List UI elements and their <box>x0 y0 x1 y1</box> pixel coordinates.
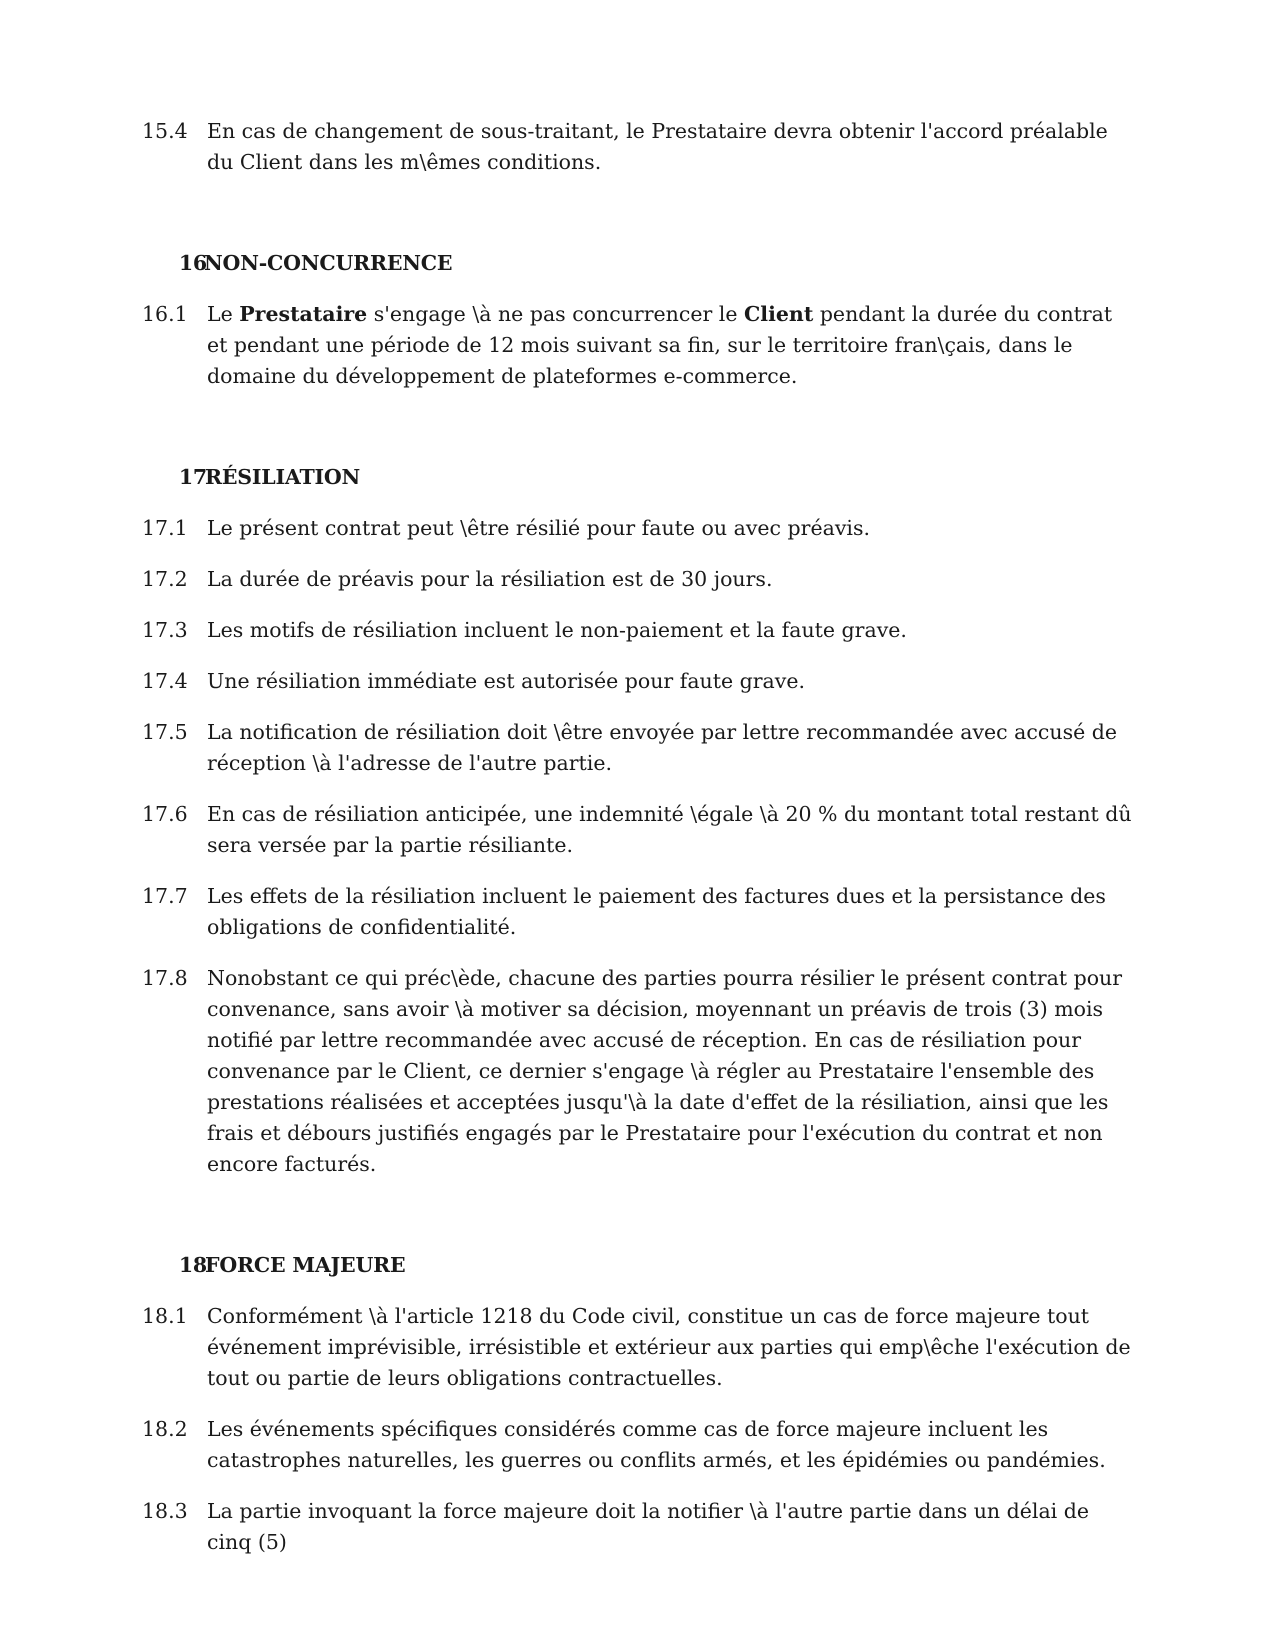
clause-18-1 <box>142 1301 1132 1394</box>
clause-number: 17.6 <box>142 802 188 826</box>
document-body <box>142 116 1132 1578</box>
clause-number: 18.2 <box>142 1417 188 1441</box>
clause-text-part: pendant la durée du contrat et pendant une période de 12 mois suivant sa fin, sur le territoire fran\çais, dans le domaine du développement de plateformes e-commerce. <box>207 302 1113 388</box>
clause-17-2 <box>142 564 1132 595</box>
clause-text: Les événements spécifiques considérés comme cas de force majeure incluent les catastrophes naturelles, les guerres ou conflits armés, et les épidémies ou pandémies. <box>207 1417 1106 1472</box>
section-spacer <box>142 1200 1132 1250</box>
clause-number: 17.5 <box>142 720 188 744</box>
clause-17-1 <box>142 513 1132 544</box>
clause-text: Les effets de la résiliation incluent le paiement des factures dues et la persistance des obligations de confidentialité. <box>207 884 1106 939</box>
clause-15-4 <box>142 116 1132 178</box>
clause-number: 17.2 <box>142 567 188 591</box>
clause-text: La durée de préavis pour la résiliation est de 30 jours. <box>207 567 773 591</box>
clause-text: La notification de résiliation doit \être envoyée par lettre recommandée avec accusé de réception \à l'adresse de l'autre partie. <box>207 720 1117 775</box>
clause-text: En cas de changement de sous-traitant, le Prestataire devra obtenir l'accord préalable du Client dans les m\êmes conditions. <box>207 119 1108 174</box>
clause-18-3 <box>142 1496 1132 1558</box>
clause-17-5 <box>142 717 1132 779</box>
clause-number: 18.3 <box>142 1499 188 1523</box>
clause-text-part: Le <box>207 302 240 326</box>
section-heading-17 <box>142 462 1132 493</box>
clause-16-1 <box>142 299 1132 392</box>
clause-number: 17.4 <box>142 669 188 693</box>
section-number: 16 <box>178 251 207 275</box>
clause-number: 17.3 <box>142 618 188 642</box>
section-spacer <box>142 198 1132 248</box>
clause-text: Nonobstant ce qui préc\ède, chacune des parties pourra résilier le présent contrat pour convenance, sans avoir \à motiver sa décision, moyennant un préavis de trois (3) mois notifié par lettre recommandée avec accusé de réception. En cas de résiliation pour convenance par le Client, ce dernier s'engage \à régler au Prestataire l'ensemble des prestations réalisées et acceptées jusqu'\à la date d'effet de la résiliation, ainsi que les frais et débours justifiés engagés par le Prestataire pour l'exécution du contrat et non encore facturés. <box>207 966 1123 1176</box>
clause-text: Les motifs de résiliation incluent le non-paiement et la faute grave. <box>207 618 907 642</box>
clause-18-2 <box>142 1414 1132 1476</box>
clause-17-4 <box>142 666 1132 697</box>
clause-text: Conformément \à l'article 1218 du Code civil, constitue un cas de force majeure tout événement imprévisible, irrésistible et extérieur aux parties qui emp\êche l'exécution de tout ou partie de leurs obligations contractuelles. <box>207 1304 1131 1390</box>
clause-text: En cas de résiliation anticipée, une indemnité \égale \à 20 % du montant total restant dû sera versée par la partie résiliante. <box>207 802 1132 857</box>
clause-number: 16.1 <box>142 302 188 326</box>
section-title: RÉSILIATION <box>205 465 361 489</box>
clause-number: 18.1 <box>142 1304 188 1328</box>
clause-17-8 <box>142 963 1132 1180</box>
clause-text: Une résiliation immédiate est autorisée pour faute grave. <box>207 669 806 693</box>
section-spacer <box>142 412 1132 462</box>
clause-17-7 <box>142 881 1132 943</box>
clause-17-6 <box>142 799 1132 861</box>
section-number: 18 <box>178 1253 207 1277</box>
clause-text: Le présent contrat peut \être résilié pour faute ou avec préavis. <box>207 516 870 540</box>
clause-17-3 <box>142 615 1132 646</box>
party-name-client: Client <box>743 302 814 326</box>
clause-text <box>207 299 1132 392</box>
section-heading-18 <box>142 1250 1132 1281</box>
clause-text-part: s'engage \à ne pas concurrencer le <box>367 302 744 326</box>
party-name-prestataire: Prestataire <box>239 302 368 326</box>
section-title: FORCE MAJEURE <box>205 1253 406 1277</box>
section-number: 17 <box>178 465 207 489</box>
clause-number: 17.1 <box>142 516 188 540</box>
clause-number: 17.7 <box>142 884 188 908</box>
clause-number: 17.8 <box>142 966 188 990</box>
clause-number: 15.4 <box>142 119 188 143</box>
section-title: NON-CONCURRENCE <box>204 251 453 275</box>
section-heading-16 <box>142 248 1132 279</box>
clause-text: La partie invoquant la force majeure doit la notifier \à l'autre partie dans un délai de cinq (5) <box>207 1499 1090 1554</box>
